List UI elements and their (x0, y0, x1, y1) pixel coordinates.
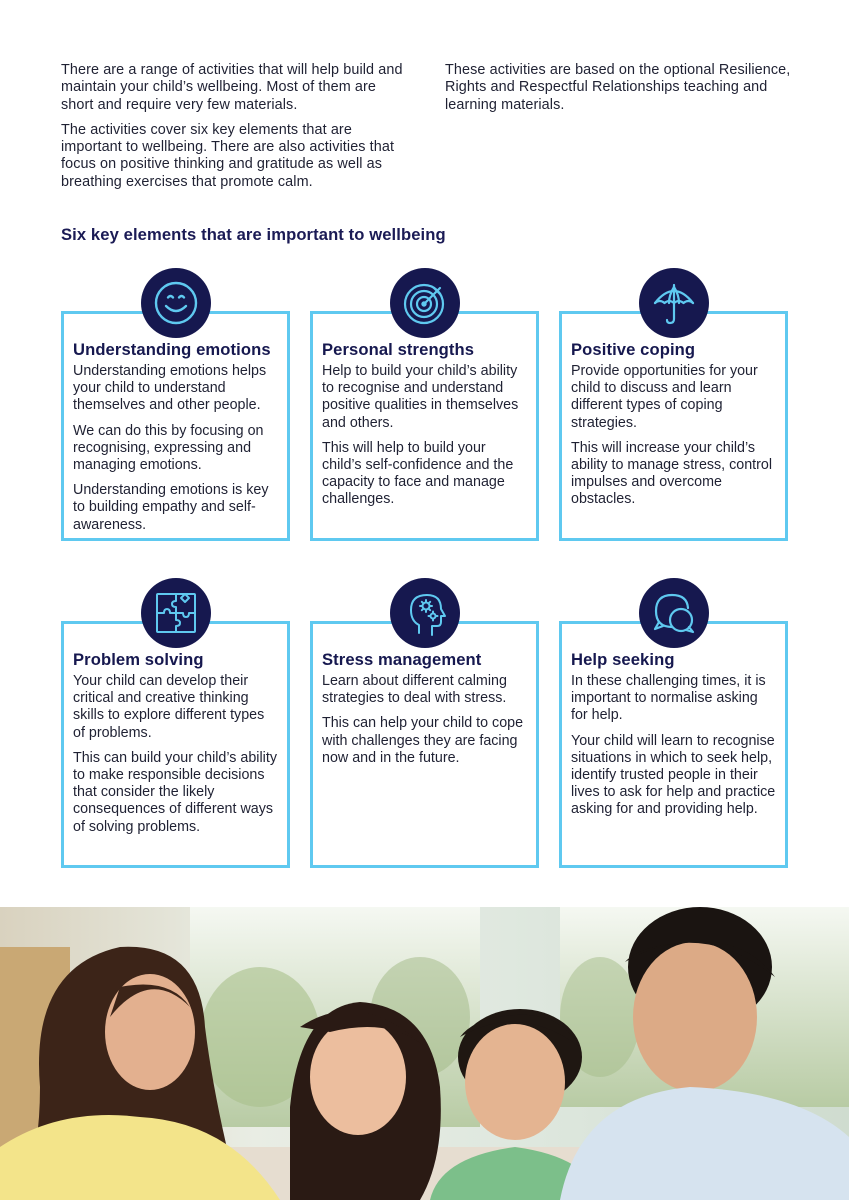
intro-left-column (61, 62, 407, 199)
speech-bubbles-icon (639, 578, 709, 648)
card-paragraph: Learn about different calming strategies to deal with stress. (322, 673, 507, 707)
head-gears-icon (390, 578, 460, 648)
intro-paragraph: These activities are based on the optional Resilience, Rights and Respectful Relationships teaching and learning materials. (445, 62, 791, 113)
intro-text (61, 62, 791, 199)
card-paragraph: We can do this by focusing on recognising, expressing and managing emotions. (73, 422, 264, 474)
intro-right-column (445, 62, 791, 199)
card-paragraph: In these challenging times, it is important to normalise asking for help. (571, 673, 766, 724)
section-heading: Six key elements that are important to wellbeing (61, 225, 446, 244)
card-title: Personal strengths (322, 340, 475, 359)
card-paragraph: Understanding emotions helps your child to understand themselves and other people. (73, 363, 267, 414)
card-understanding-emotions (61, 311, 290, 541)
card-paragraph: Help to build your child’s ability to recognise and understand positive qualities in themselves and others. (322, 363, 519, 431)
intro-paragraph: There are a range of activities that will help build and maintain your child’s wellbeing. Most of them are short and require very few materials. (61, 62, 403, 113)
target-icon (390, 268, 460, 338)
card-paragraph: Understanding emotions is key to building empathy and self-awareness. (73, 482, 269, 533)
card-title: Understanding emotions (73, 340, 271, 359)
umbrella-icon (639, 268, 709, 338)
card-problem-solving (61, 621, 290, 868)
puzzle-icon (141, 578, 211, 648)
card-paragraph: This can build your child’s ability to make responsible decisions that consider the likely consequences of different ways of solving problems. (73, 749, 277, 835)
card-stress-management (310, 621, 539, 868)
card-paragraph: This will increase your child’s ability to manage stress, control impulses and overcome obstacles. (571, 439, 773, 508)
intro-paragraph: The activities cover six key elements that are important to wellbeing. There are also activities that focus on positive thinking and gratitude as well as breathing exercises that promote calm. (61, 121, 395, 190)
card-title: Help seeking (571, 650, 675, 669)
card-positive-coping (559, 311, 788, 541)
smiley-face-icon (141, 268, 211, 338)
card-paragraph: This will help to build your child’s self-confidence and the capacity to face and manage challenges. (322, 439, 514, 508)
card-help-seeking (559, 621, 788, 868)
card-paragraph: Your child can develop their critical and creative thinking skills to explore different types of problems. (73, 673, 265, 741)
card-title: Stress management (322, 650, 482, 669)
card-paragraph: Provide opportunities for your child to discuss and learn different types of coping strategies. (571, 363, 758, 431)
card-title: Positive coping (571, 340, 696, 359)
card-title: Problem solving (73, 650, 204, 669)
card-paragraph: This can help your child to cope with challenges they are facing now and in the future. (322, 715, 524, 766)
card-paragraph: Your child will learn to recognise situations in which to seek help, identify trusted people in their lives to ask for help and practice asking for and providing help. (571, 732, 776, 818)
card-personal-strengths (310, 311, 539, 541)
family-photo (0, 907, 849, 1200)
